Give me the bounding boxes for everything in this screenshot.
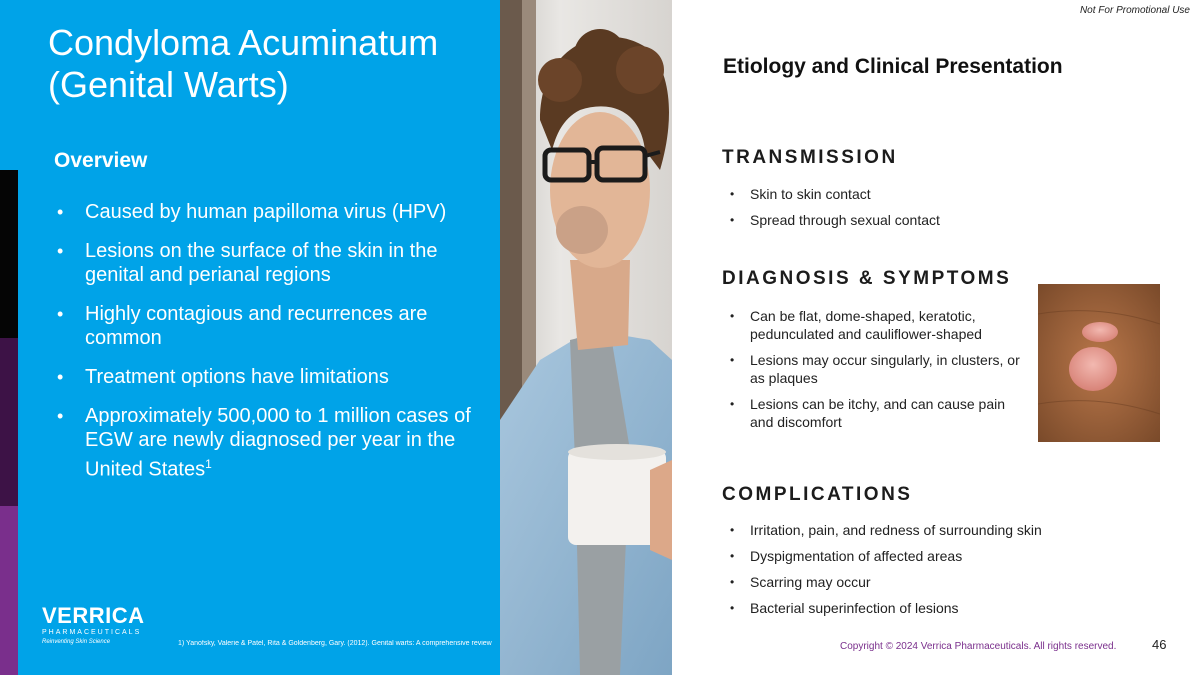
slide-title-line2: (Genital Warts): [48, 64, 289, 105]
slide-title: [48, 22, 438, 106]
man-with-mug-photo: [500, 0, 672, 675]
copyright-notice: Copyright © 2024 Verrica Pharmaceuticals. All rights reserved.: [840, 641, 1117, 652]
transmission-bullet: • Skin to skin contact: [730, 185, 1030, 203]
footnote: 1) Yanofsky, Valerie & Patel, Rita & Goldenberg, Gary. (2012). Genital warts: A comprehensive review: [178, 640, 492, 647]
man-with-mug-illustration: [500, 0, 672, 675]
logo-subtitle: PHARMACEUTICALS: [42, 629, 142, 636]
overview-list: [54, 200, 474, 497]
overview-panel: [18, 0, 500, 675]
transmission-bullet: • Spread through sexual contact: [730, 211, 1030, 229]
complications-list: [730, 521, 1170, 625]
diagnosis-bullet: • Lesions can be itchy, and can cause pain and discomfort: [730, 395, 1022, 431]
overview-bullet: • Lesions on the surface of the skin in the genital and perianal regions: [54, 239, 474, 287]
transmission-list: [730, 185, 1030, 237]
diagnosis-bullet: • Can be flat, dome-shaped, keratotic, pedunculated and cauliflower-shaped: [730, 307, 1022, 343]
complications-bullet: • Dyspigmentation of affected areas: [730, 547, 1170, 565]
genital-wart-photo: [1038, 284, 1160, 442]
section-title: Etiology and Clinical Presentation: [723, 55, 1063, 78]
diagnosis-bullet: • Lesions may occur singularly, in clusters, or as plaques: [730, 351, 1022, 387]
overview-heading: Overview: [54, 149, 148, 172]
logo-wordmark: VERRICA: [42, 603, 145, 628]
complications-bullet: • Bacterial superinfection of lesions: [730, 599, 1170, 617]
verrica-logo: [42, 604, 152, 647]
page-number: 46: [1152, 637, 1167, 652]
overview-bullet: • Approximately 500,000 to 1 million cases of EGW are newly diagnosed per year in the United States$^1$: [54, 404, 474, 482]
complications-bullet: • Scarring may occur: [730, 573, 1170, 591]
footnote-reference: 1: [205, 457, 212, 471]
complications-bullet: • Irritation, pain, and redness of surrounding skin: [730, 521, 1170, 539]
color-strip-black: [0, 170, 18, 338]
overview-bullet: • Caused by human papilloma virus (HPV): [54, 200, 474, 224]
logo-tagline: Reinventing Skin Science: [42, 639, 111, 645]
color-strip-purple: [0, 506, 18, 675]
overview-bullet: • Highly contagious and recurrences are common: [54, 302, 474, 350]
transmission-heading: TRANSMISSION: [722, 147, 898, 168]
color-strip-blue: [0, 0, 18, 170]
not-promotional-label: Not For Promotional Use: [1079, 5, 1190, 16]
overview-bullet: • Treatment options have limitations: [54, 365, 474, 389]
color-strip-dark-purple: [0, 338, 18, 506]
complications-heading: COMPLICATIONS: [722, 484, 913, 505]
diagnosis-list: [730, 307, 1022, 439]
diagnosis-heading: DIAGNOSIS & SYMPTOMS: [722, 268, 1012, 289]
slide-title-line1: Condyloma Acuminatum: [48, 22, 439, 63]
wart-clinical-image: [1038, 284, 1160, 442]
